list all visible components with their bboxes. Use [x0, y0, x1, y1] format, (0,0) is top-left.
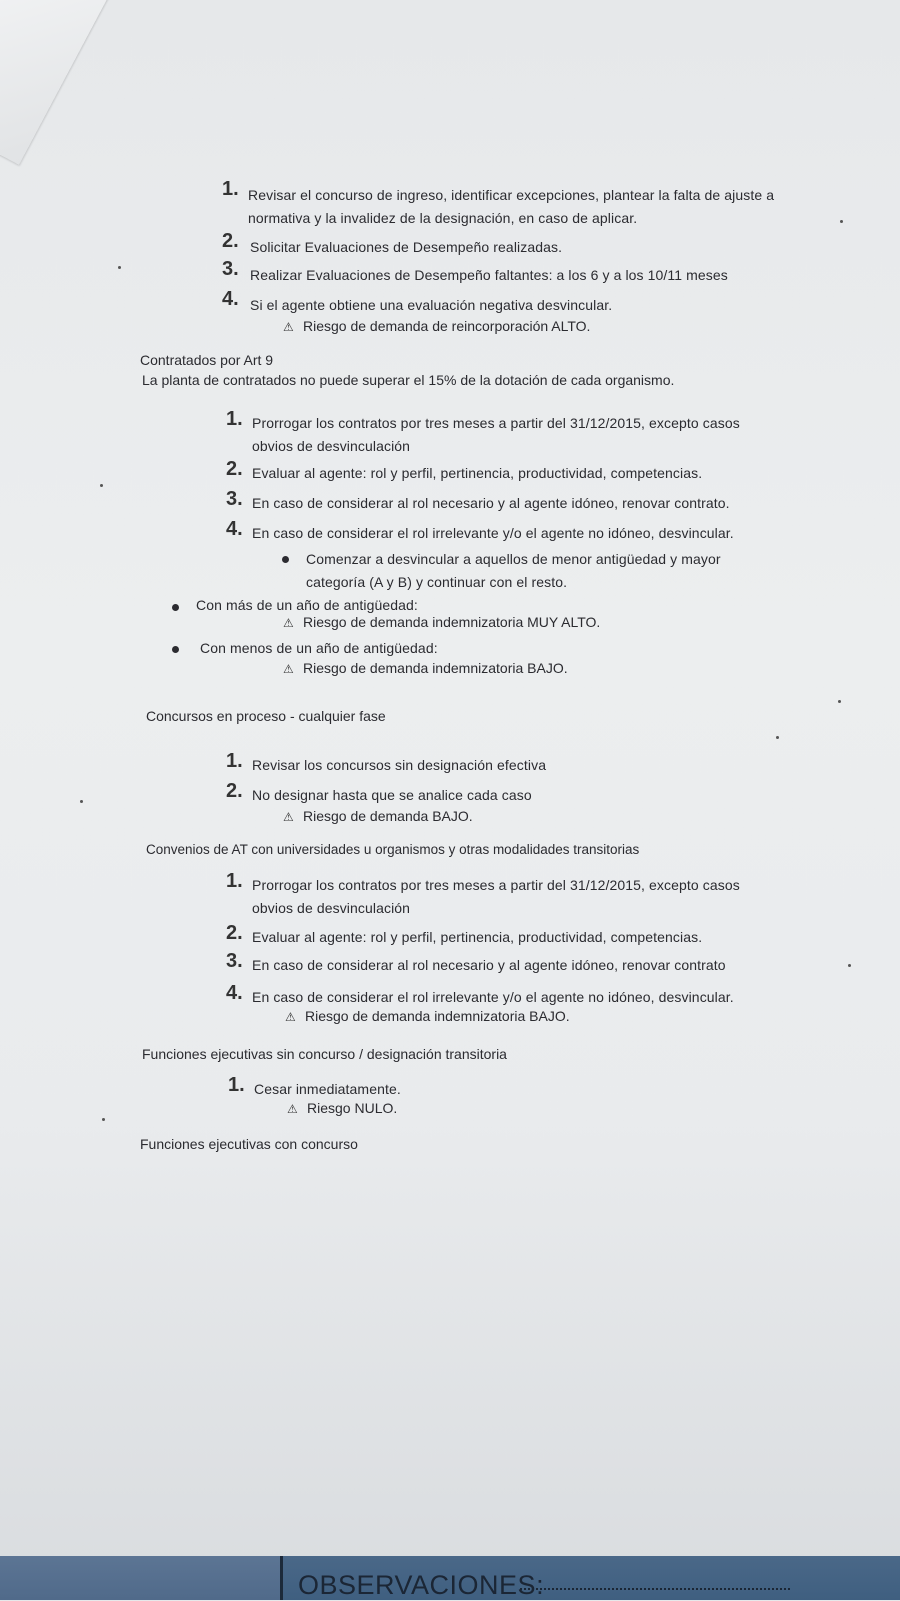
warning-triangle-icon: ⚠ [283, 616, 294, 630]
risk-note: ⚠ Riesgo de demanda de reincorporación ALTO. [283, 318, 591, 334]
section-title: Funciones ejecutivas sin concurso / designación transitoria [142, 1046, 507, 1062]
paper-speck [776, 736, 779, 739]
item-number: 1. [226, 408, 243, 430]
item-number: 4. [226, 518, 243, 540]
warning-triangle-icon: ⚠ [287, 1102, 298, 1116]
list-item: Con más de un año de antigüedad: [196, 597, 418, 613]
item-number: 1. [222, 178, 239, 200]
list-item: Evaluar al agente: rol y perfil, pertinencia, productividad, competencias. [252, 465, 703, 481]
bullet-icon [172, 604, 179, 611]
risk-note: ⚠ Riesgo de demanda indemnizatoria MUY ALTO. [283, 614, 601, 630]
list-item: Si el agente obtiene una evaluación negativa desvincular. [250, 297, 613, 313]
risk-note: ⚠ Riesgo de demanda BAJO. [283, 808, 473, 824]
paper-speck [118, 266, 121, 269]
list-item: Prorrogar los contratos por tres meses a partir del 31/12/2015, excepto casos obvios de desvinculación [252, 877, 740, 916]
risk-note: ⚠ Riesgo de demanda indemnizatoria BAJO. [283, 660, 568, 676]
list-item: Revisar el concurso de ingreso, identificar excepciones, plantear la falta de ajuste a normativa y la invalidez de la designación, en caso de aplicar. [248, 187, 775, 226]
observaciones-label: OBSERVACIONES: [298, 1570, 545, 1600]
item-number: 2. [222, 230, 239, 252]
item-number: 3. [226, 488, 243, 510]
list-item: Revisar los concursos sin designación efectiva [252, 757, 547, 773]
list-item: No designar hasta que se analice cada caso [252, 787, 532, 803]
warning-triangle-icon: ⚠ [283, 662, 294, 676]
list-item: En caso de considerar al rol necesario y al agente idóneo, renovar contrato [252, 957, 726, 973]
item-number: 1. [228, 1074, 245, 1096]
item-number: 2. [226, 458, 243, 480]
item-number: 1. [226, 750, 243, 772]
list-item: En caso de considerar al rol necesario y al agente idóneo, renovar contrato. [252, 495, 730, 511]
list-item: Prorrogar los contratos por tres meses a partir del 31/12/2015, excepto casos obvios de desvinculación [252, 415, 740, 454]
form-strip-left [0, 1556, 283, 1600]
section-title: Funciones ejecutivas con concurso [140, 1136, 358, 1152]
list-item: Comenzar a desvincular a aquellos de menor antigüedad y mayor categoría (A y B) y continuar con el resto. [306, 551, 721, 590]
list-item: Con menos de un año de antigüedad: [200, 640, 438, 656]
section-title: Convenios de AT con universidades u organismos y otras modalidades transitorias [146, 842, 640, 857]
item-number: 1. [226, 870, 243, 892]
list-item: Cesar inmediatamente. [254, 1081, 401, 1097]
list-item: Evaluar al agente: rol y perfil, pertinencia, productividad, competencias. [252, 929, 703, 945]
section-title: Contratados por Art 9 [140, 352, 274, 368]
paper-speck [840, 220, 843, 223]
item-number: 4. [226, 982, 243, 1004]
paper-speck [848, 964, 851, 967]
paper-speck [80, 800, 83, 803]
dotted-line [520, 1588, 790, 1590]
item-number: 2. [226, 780, 243, 802]
item-number: 3. [226, 950, 243, 972]
paper-speck [838, 700, 841, 703]
warning-triangle-icon: ⚠ [283, 810, 294, 824]
bullet-icon [172, 646, 179, 653]
warning-triangle-icon: ⚠ [285, 1010, 296, 1024]
item-number: 3. [222, 258, 239, 280]
list-item: Solicitar Evaluaciones de Desempeño realizadas. [250, 239, 563, 255]
bullet-icon [282, 556, 289, 563]
item-number: 4. [222, 288, 239, 310]
list-item: En caso de considerar el rol irrelevante y/o el agente no idóneo, desvincular. [252, 525, 734, 541]
warning-triangle-icon: ⚠ [283, 320, 294, 334]
list-item: En caso de considerar el rol irrelevante y/o el agente no idóneo, desvincular. [252, 989, 734, 1005]
paper-speck [100, 484, 103, 487]
section-note: La planta de contratados no puede superar el 15% de la dotación de cada organismo. [142, 372, 675, 388]
risk-note: ⚠ Riesgo NULO. [287, 1100, 398, 1116]
risk-note: ⚠ Riesgo de demanda indemnizatoria BAJO. [285, 1008, 570, 1024]
list-item: Realizar Evaluaciones de Desempeño faltantes: a los 6 y a los 10/11 meses [250, 267, 728, 283]
paper-speck [102, 1118, 105, 1121]
item-number: 2. [226, 922, 243, 944]
section-title: Concursos en proceso - cualquier fase [146, 708, 386, 724]
